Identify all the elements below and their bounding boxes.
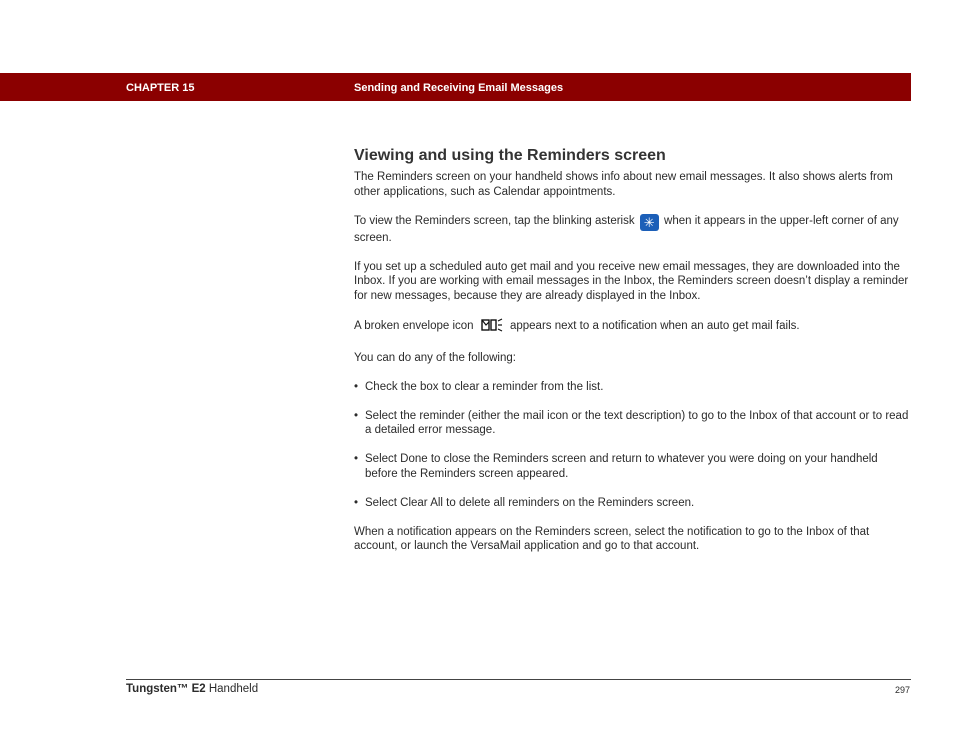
bullet-dot: •: [354, 380, 359, 393]
bullet-dot: •: [354, 409, 359, 422]
section-heading: Viewing and using the Reminders screen: [354, 147, 666, 164]
list-item-text: Check the box to clear a reminder from the list.: [365, 380, 604, 393]
blinking-asterisk-icon: ✳: [640, 214, 659, 231]
closing-paragraph: When a notification appears on the Reminders screen, select the notification to go to the Inbox of that account, or launch the VersaMail application and go to that account.: [354, 525, 870, 552]
intro-paragraph: The Reminders screen on your handheld shows info about new email messages. It also shows alerts from other applications, such as Calendar appointments.: [354, 171, 893, 198]
broken-envelope-paragraph: [354, 318, 910, 337]
footer-brand: Tungsten™ E2: [126, 683, 206, 695]
chapter-label: CHAPTER 15: [126, 82, 195, 94]
view-reminders-paragraph: [354, 214, 910, 246]
footer-divider: [126, 679, 911, 680]
footer-product-name: Handheld: [208, 683, 259, 695]
list-item: [354, 452, 910, 481]
chapter-header-bar: [0, 73, 911, 101]
view-text-after: when it appears in the upper-left corner of any screen.: [354, 214, 899, 244]
list-item-text: Select Done to close the Reminders screen and return to whatever you were doing on your handheld before the Reminders screen appeared.: [365, 453, 878, 480]
list-item-text: Select the reminder (either the mail icon or the text description) to go to the Inbox of that account or to read a detailed error message.: [365, 409, 909, 436]
footer-product: [126, 683, 258, 695]
bullet-dot: •: [354, 496, 359, 509]
bullet-dot: •: [354, 453, 359, 465]
broken-text-after: appears next to a notification when an auto get mail fails.: [509, 319, 800, 332]
list-item: [354, 409, 910, 438]
chapter-title: Sending and Receiving Email Messages: [354, 82, 564, 94]
auto-get-paragraph: If you set up a scheduled auto get mail and you receive new email messages, they are downloaded into the Inbox. If you are working with email messages in the Inbox, the Reminders screen doesn’t display a reminder for new messages, because they are already displayed in the Inbox.: [354, 260, 909, 302]
broken-text-before: A broken envelope icon: [354, 319, 474, 332]
page-number: 297: [894, 685, 910, 695]
options-intro: You can do any of the following:: [354, 351, 516, 364]
view-text-before: To view the Reminders screen, tap the blinking asterisk: [354, 214, 635, 227]
section-content: [354, 146, 910, 568]
broken-envelope-icon: [481, 318, 503, 337]
list-item: [354, 496, 910, 511]
list-item-text: Select Clear All to delete all reminders on the Reminders screen.: [365, 496, 695, 509]
list-item: [354, 380, 910, 395]
